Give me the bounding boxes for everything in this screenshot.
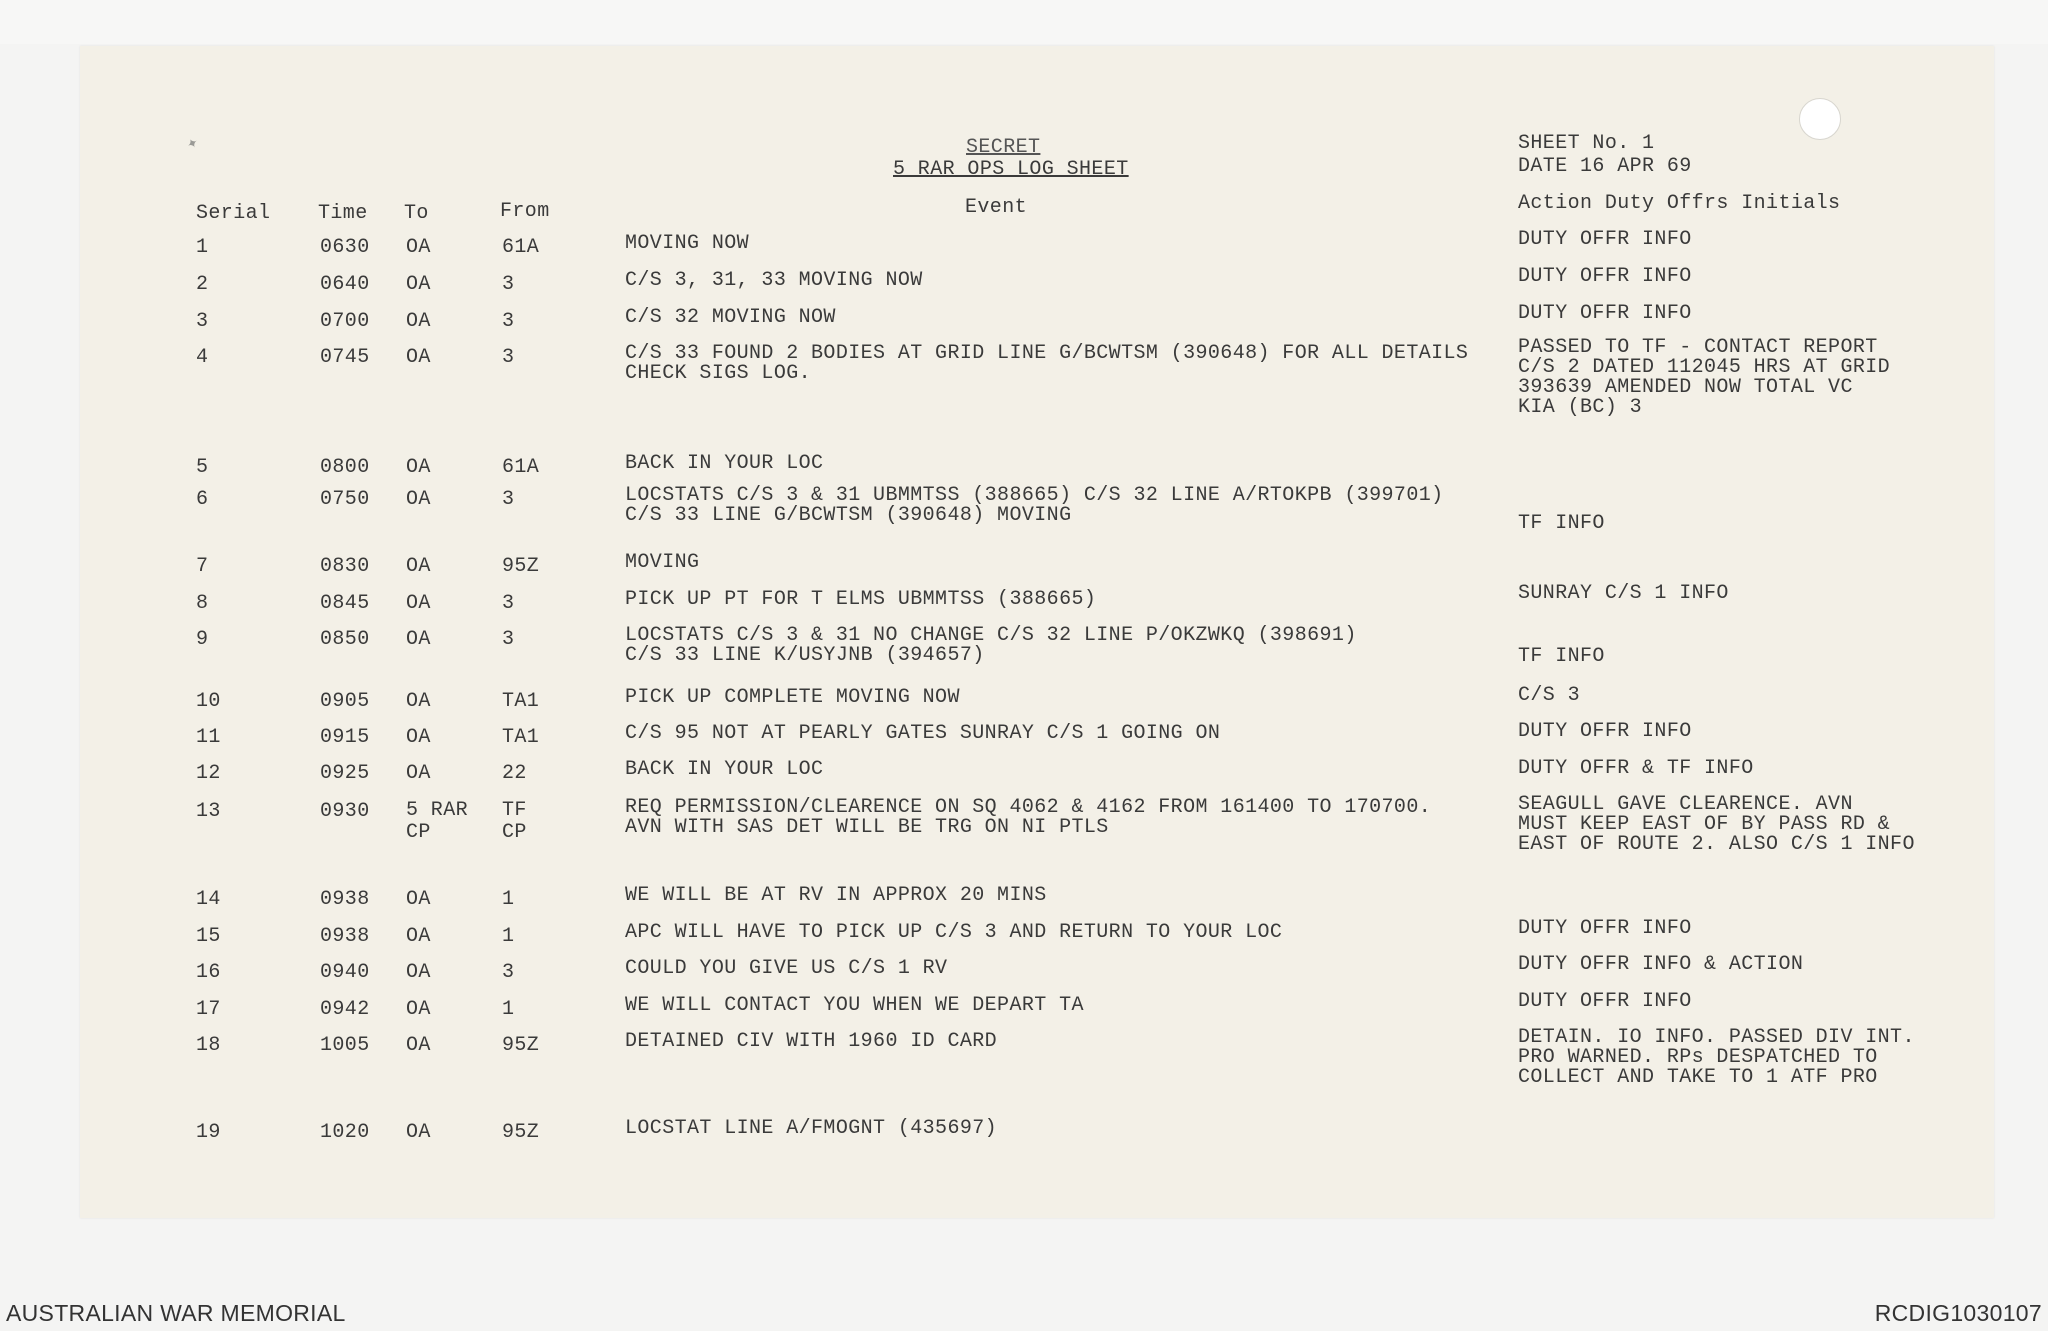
row-time: 0915 <box>320 726 370 749</box>
col-header-action: Action Duty Offrs Initials <box>1518 192 1841 215</box>
row-time: 0930 <box>320 800 370 823</box>
row-time: 0700 <box>320 310 370 333</box>
row-event-line: PICK UP COMPLETE MOVING NOW <box>625 686 960 709</box>
row-serial: 14 <box>196 888 221 911</box>
row-serial: 9 <box>196 628 209 651</box>
row-to: OA <box>406 888 431 911</box>
row-to: OA <box>406 690 431 713</box>
row-to: OA <box>406 456 431 479</box>
row-action-line: DUTY OFFR INFO <box>1518 228 1692 251</box>
punch-hole <box>1799 98 1841 140</box>
row-time: 0850 <box>320 628 370 651</box>
row-time: 0745 <box>320 346 370 369</box>
row-to: OA <box>406 592 431 615</box>
top-band <box>0 0 2048 44</box>
row-time: 0640 <box>320 273 370 296</box>
row-from: TA1 <box>502 726 540 749</box>
row-action-line: DUTY OFFR INFO <box>1518 720 1692 743</box>
row-event-line: LOCSTATS C/S 3 & 31 NO CHANGE C/S 32 LINE P/OKZWKQ (398691) <box>625 624 1357 647</box>
row-time: 0940 <box>320 961 370 984</box>
row-serial: 16 <box>196 961 221 984</box>
col-header-from: From <box>500 200 550 223</box>
row-time: 1020 <box>320 1121 370 1144</box>
row-action-line: TF INFO <box>1518 512 1605 535</box>
row-action-line: PASSED TO TF - CONTACT REPORT <box>1518 336 1878 359</box>
sheet-date: DATE 16 APR 69 <box>1518 155 1692 178</box>
row-action-line: DUTY OFFR INFO <box>1518 990 1692 1013</box>
row-event-line: MOVING NOW <box>625 232 750 255</box>
row-to: OA <box>406 555 431 578</box>
row-to: OA <box>406 961 431 984</box>
row-action-line: DUTY OFFR & TF INFO <box>1518 757 1754 780</box>
footer-record-id: RCDIG1030107 <box>1874 1300 2042 1326</box>
row-time: 0800 <box>320 456 370 479</box>
row-to: OA <box>406 1121 431 1144</box>
row-serial: 3 <box>196 310 209 333</box>
row-to: 5 RAR CP <box>406 799 469 844</box>
row-event-line: COULD YOU GIVE US C/S 1 RV <box>625 957 948 980</box>
row-serial: 19 <box>196 1121 221 1144</box>
row-event-line: C/S 33 FOUND 2 BODIES AT GRID LINE G/BCWTSM (390648) FOR ALL DETAILS <box>625 342 1469 365</box>
row-event-line: CHECK SIGS LOG. <box>625 362 812 385</box>
row-serial: 10 <box>196 690 221 713</box>
col-header-to: To <box>404 202 429 225</box>
row-serial: 13 <box>196 800 221 823</box>
row-to: OA <box>406 925 431 948</box>
row-to: OA <box>406 346 431 369</box>
row-time: 0938 <box>320 925 370 948</box>
classification-label: SECRET <box>966 136 1041 159</box>
row-action-line: DUTY OFFR INFO <box>1518 265 1692 288</box>
row-event-line: C/S 95 NOT AT PEARLY GATES SUNRAY C/S 1 GOING ON <box>625 722 1221 745</box>
row-from: 1 <box>502 925 515 948</box>
row-event-line: DETAINED CIV WITH 1960 ID CARD <box>625 1030 998 1053</box>
row-to: OA <box>406 762 431 785</box>
row-serial: 7 <box>196 555 209 578</box>
row-action-line: EAST OF ROUTE 2. ALSO C/S 1 INFO <box>1518 833 1915 856</box>
row-event-line: C/S 32 MOVING NOW <box>625 306 836 329</box>
row-serial: 18 <box>196 1034 221 1057</box>
row-event-line: AVN WITH SAS DET WILL BE TRG ON NI PTLS <box>625 816 1109 839</box>
row-time: 0942 <box>320 998 370 1021</box>
row-action-line: C/S 2 DATED 112045 HRS AT GRID <box>1518 356 1891 379</box>
row-event-line: PICK UP PT FOR T ELMS UBMMTSS (388665) <box>625 588 1097 611</box>
col-header-serial: Serial <box>196 202 271 225</box>
row-action-line: C/S 3 <box>1518 684 1581 707</box>
row-serial: 17 <box>196 998 221 1021</box>
row-event-line: WE WILL CONTACT YOU WHEN WE DEPART TA <box>625 994 1084 1017</box>
row-event-line: WE WILL BE AT RV IN APPROX 20 MINS <box>625 884 1047 907</box>
row-from: 1 <box>502 888 515 911</box>
col-header-event: Event <box>965 196 1028 219</box>
row-to: OA <box>406 310 431 333</box>
row-event-line: LOCSTAT LINE A/FMOGNT (435697) <box>625 1117 998 1140</box>
row-from: 3 <box>502 273 515 296</box>
row-event-line: BACK IN YOUR LOC <box>625 758 824 781</box>
row-time: 0845 <box>320 592 370 615</box>
row-serial: 11 <box>196 726 221 749</box>
sheet-title: 5 RAR OPS LOG SHEET <box>893 158 1129 181</box>
row-serial: 1 <box>196 236 209 259</box>
row-from: 22 <box>502 762 527 785</box>
row-serial: 4 <box>196 346 209 369</box>
row-serial: 15 <box>196 925 221 948</box>
row-time: 0938 <box>320 888 370 911</box>
row-from: 3 <box>502 346 515 369</box>
row-event-line: C/S 3, 31, 33 MOVING NOW <box>625 269 923 292</box>
row-from: 95Z <box>502 555 540 578</box>
row-serial: 8 <box>196 592 209 615</box>
row-to: OA <box>406 998 431 1021</box>
row-from: TA1 <box>502 690 540 713</box>
row-action-line: DUTY OFFR INFO <box>1518 917 1692 940</box>
row-serial: 12 <box>196 762 221 785</box>
row-action-line: 393639 AMENDED NOW TOTAL VC <box>1518 376 1853 399</box>
footer-archive-name: AUSTRALIAN WAR MEMORIAL <box>6 1300 346 1326</box>
row-to: OA <box>406 236 431 259</box>
row-from: 61A <box>502 456 540 479</box>
row-action-line: KIA (BC) 3 <box>1518 396 1643 419</box>
row-to: OA <box>406 273 431 296</box>
row-event-line: REQ PERMISSION/CLEARENCE ON SQ 4062 & 4162 FROM 161400 TO 170700. <box>625 796 1432 819</box>
row-from: 1 <box>502 998 515 1021</box>
row-from: 3 <box>502 592 515 615</box>
row-event-line: BACK IN YOUR LOC <box>625 452 824 475</box>
row-action-line: MUST KEEP EAST OF BY PASS RD & <box>1518 813 1891 836</box>
row-from: TF CP <box>502 799 527 844</box>
row-to: OA <box>406 488 431 511</box>
col-header-time: Time <box>318 202 368 225</box>
paper-crease-mark: ✦ <box>183 132 203 156</box>
row-action-line: SEAGULL GAVE CLEARENCE. AVN <box>1518 793 1853 816</box>
row-to: OA <box>406 726 431 749</box>
row-from: 61A <box>502 236 540 259</box>
row-time: 1005 <box>320 1034 370 1057</box>
row-from: 95Z <box>502 1034 540 1057</box>
row-time: 0630 <box>320 236 370 259</box>
row-from: 3 <box>502 961 515 984</box>
row-action-line: PRO WARNED. RPs DESPATCHED TO <box>1518 1046 1878 1069</box>
row-action-line: SUNRAY C/S 1 INFO <box>1518 582 1729 605</box>
row-from: 3 <box>502 488 515 511</box>
row-to: OA <box>406 1034 431 1057</box>
row-action-line: DETAIN. IO INFO. PASSED DIV INT. <box>1518 1026 1915 1049</box>
row-event-line: C/S 33 LINE K/USYJNB (394657) <box>625 644 985 667</box>
row-to: OA <box>406 628 431 651</box>
row-event-line: LOCSTATS C/S 3 & 31 UBMMTSS (388665) C/S 32 LINE A/RTOKPB (399701) <box>625 484 1444 507</box>
row-action-line: TF INFO <box>1518 645 1605 668</box>
sheet-number: SHEET No. 1 <box>1518 132 1655 155</box>
row-event-line: MOVING <box>625 551 700 574</box>
row-from: 95Z <box>502 1121 540 1144</box>
row-action-line: DUTY OFFR INFO & ACTION <box>1518 953 1804 976</box>
row-serial: 6 <box>196 488 209 511</box>
row-time: 0750 <box>320 488 370 511</box>
row-from: 3 <box>502 628 515 651</box>
row-event-line: C/S 33 LINE G/BCWTSM (390648) MOVING <box>625 504 1072 527</box>
row-serial: 5 <box>196 456 209 479</box>
row-from: 3 <box>502 310 515 333</box>
row-action-line: COLLECT AND TAKE TO 1 ATF PRO <box>1518 1066 1878 1089</box>
row-time: 0925 <box>320 762 370 785</box>
row-time: 0905 <box>320 690 370 713</box>
row-event-line: APC WILL HAVE TO PICK UP C/S 3 AND RETURN TO YOUR LOC <box>625 921 1283 944</box>
row-action-line: DUTY OFFR INFO <box>1518 302 1692 325</box>
row-time: 0830 <box>320 555 370 578</box>
row-serial: 2 <box>196 273 209 296</box>
